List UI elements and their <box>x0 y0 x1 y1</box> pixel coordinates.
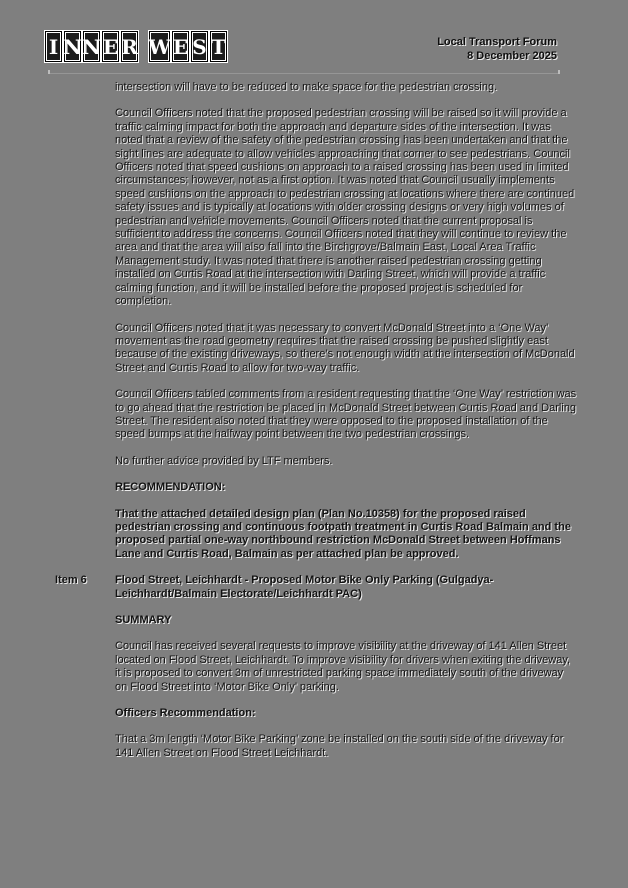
paragraph-no-further-advice: No further advice provided by LTF members. <box>115 454 333 467</box>
paragraph-crossing-discussion: Council Officers noted that the proposed pedestrian crossing will be raised so it will provide a traffic calming impact for both the approach and departure sides of the intersection. It was noted that a review of the safety of the pedestrian crossing has been undertaken and that the sight lines are adequate to allow vehicles approaching that corner to see pedestrians. Council Officers noted that speed cushions on approach to a raised crossing has been used in limited circumstances; however, not as a first option. It was noted that Council usually implements speed cushions on the approach to pedestrian crossing at locations where there are continued safety issues and is typically at locations with older crossing designs or very high volumes of pedestrian and vehicle movements. Council Officers noted that the current proposal is sufficient to address the concerns. Council Officers noted that they will continue to review the area and that the area will also fall into the Birchgrove/Balmain East, Local Area Traffic Management study. It was noted that there is another raised pedestrian crossing getting installed on Curtis Road at the intersection with Darling Street, which will provide a traffic calming function, and it will be installed before the proposed project is scheduled for completion. <box>115 107 575 308</box>
forum-title: Local Transport Forum <box>437 36 557 48</box>
item-6-summary-heading: SUMMARY <box>115 614 172 626</box>
minutes-body <box>55 81 577 773</box>
logo-letter: I <box>45 31 62 62</box>
divider-tick <box>48 70 50 74</box>
logo-letter: R <box>121 31 138 62</box>
logo-letter: S <box>191 31 208 62</box>
item-6-title: Flood Street, Leichhardt - Proposed Motor Bike Only Parking (Gulgadya-Leichhardt/Balmain Electorate/Leichhardt PAC) <box>115 574 494 600</box>
recommendation-heading: RECOMMENDATION: <box>115 481 226 494</box>
document-header <box>437 36 557 63</box>
logo-letter: W <box>149 31 170 62</box>
logo-letter: N <box>83 31 100 62</box>
officers-recommendation-text: That a 3m length ‘Motor Bike Parking’ zone be installed on the south side of the driveway for 141 Allen Street on Flood Street Leichhardt. <box>115 733 564 759</box>
item-6-row <box>55 574 577 760</box>
header-divider <box>48 73 560 74</box>
paragraph-one-way-conversion: Council Officers noted that it was necessary to convert McDonald Street into a ‘One Way’ movement as the road geometry requires that the raised crossing be pushed slightly east because of the existing driveways, so there’s not enough width at the intersection of McDonald Street and Curtis Road to allow for two-way traffic. <box>115 321 575 374</box>
recommendation-text: That the attached detailed design plan (Plan No.10358) for the proposed raised pedestrian crossing and continuous footpath treatment in Curtis Road Balmain and the proposed partial one-way northbound restriction McDonald Street between Hoffmans Lane and Curtis Road, Balmain as per attached plan be approved. <box>115 507 571 560</box>
logo-letter: N <box>64 31 81 62</box>
item-6-summary-text: Council has received several requests to improve visibility at the driveway of 141 Allen Street located on Flood Street, Leichhardt. To improve visibility for drivers when exiting the driveway, it is proposed to convert 3m of unrestricted parking space immediately south of the driveway on Flood Street into ‘Motor Bike Only’ parking. <box>115 640 571 693</box>
logo-letter: E <box>172 31 189 62</box>
item-6-number: Item 6 <box>55 574 87 587</box>
divider-tick <box>558 70 560 74</box>
logo-letter: T <box>210 31 227 62</box>
meeting-date: 8 December 2025 <box>467 49 557 62</box>
officers-recommendation-heading: Officers Recommendation: <box>115 707 256 720</box>
inner-west-council-logo <box>45 30 229 63</box>
paragraph-resident-comments: Council Officers tabled comments from a resident requesting that the ‘One Way’ restriction was to go ahead that the restriction be placed in McDonald Street between Curtis Road and Darling Street. The resident also noted that they were opposed to the proposed installation of the speed bumps at the halfway point between the two pedestrian crossings. <box>115 388 577 441</box>
logo-letter: E <box>102 31 119 62</box>
paragraph-intersection: intersection will have to be reduced to make space for the pedestrian crossing. <box>115 81 498 93</box>
